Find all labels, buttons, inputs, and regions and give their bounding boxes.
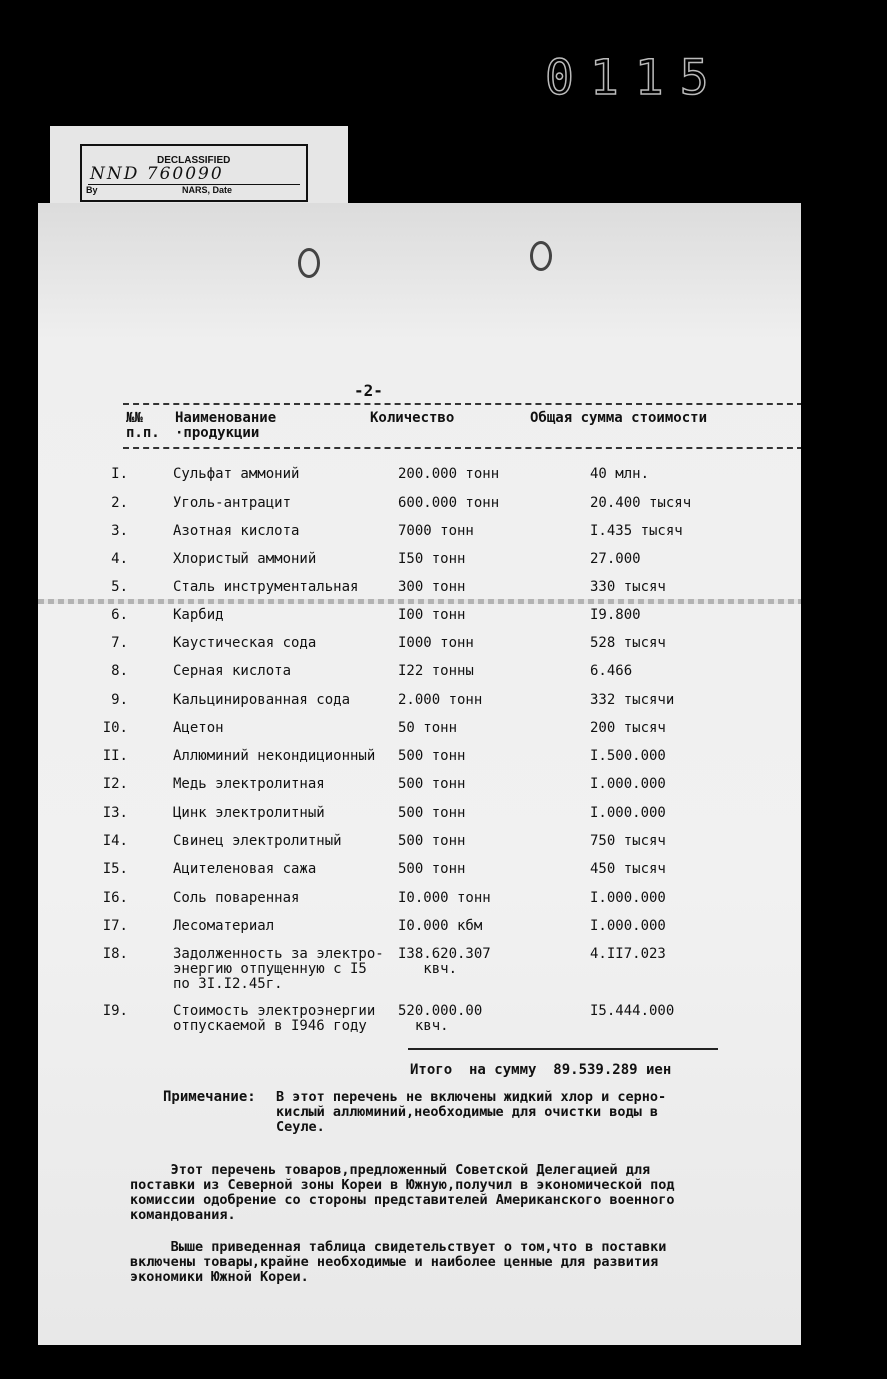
row-number: 8. (111, 663, 128, 679)
row-product-name: Ацетон (173, 720, 224, 736)
row-quantity: 600.000 тонн (398, 495, 500, 511)
row-product-name: Свинец электролитный (173, 833, 342, 849)
row-number: 9. (111, 692, 128, 708)
row-product-name: Стоимость электроэнергии отпускаемой в I946 году (173, 1003, 376, 1034)
row-number: 3. (111, 523, 128, 539)
header-sum: Общая сумма стоимости (530, 410, 708, 426)
row-total-cost: I.500.000 (590, 748, 666, 764)
row-number: 5. (111, 579, 128, 595)
table-top-rule (123, 403, 801, 405)
row-quantity: 500 тонн (398, 833, 466, 849)
row-quantity: I38.620.307 квч. (398, 946, 491, 977)
row-number: I4. (102, 833, 128, 849)
header-name: Наименование ·продукции (175, 410, 277, 441)
row-number: I3. (102, 805, 128, 821)
declassification-box (80, 144, 308, 202)
row-quantity: 2.000 тонн (398, 692, 483, 708)
row-quantity: 200.000 тонн (398, 466, 500, 482)
row-total-cost: 450 тысяч (590, 861, 666, 877)
row-product-name: Карбид (173, 607, 224, 623)
row-total-cost: I.000.000 (590, 805, 666, 821)
declass-title: DECLASSIFIED (157, 155, 231, 166)
row-number: I. (111, 466, 128, 482)
row-product-name: Задолженность за электро- энергию отпущенную с I5 по 3I.I2.45г. (173, 946, 384, 992)
row-number: I6. (102, 890, 128, 906)
row-quantity: I50 тонн (398, 551, 466, 567)
header-num: №№ п.п. (126, 410, 160, 441)
row-number: I5. (102, 861, 128, 877)
row-product-name: Сталь инструментальная (173, 579, 359, 595)
row-product-name: Каустическая сода (173, 635, 317, 651)
row-number: I7. (102, 918, 128, 934)
row-total-cost: I.000.000 (590, 776, 666, 792)
row-quantity: 500 тонн (398, 861, 466, 877)
row-number: I2. (102, 776, 128, 792)
row-total-cost: 20.400 тысяч (590, 495, 692, 511)
row-number: 4. (111, 551, 128, 567)
row-product-name: Медь электролитная (173, 776, 325, 792)
row-product-name: Сульфат аммоний (173, 466, 300, 482)
declass-by-label: By (86, 185, 98, 195)
row-total-cost: 332 тысячи (590, 692, 675, 708)
row-quantity: I00 тонн (398, 607, 466, 623)
row-number: I8. (102, 946, 128, 962)
row-product-name: Азотная кислота (173, 523, 300, 539)
row-product-name: Лесоматериал (173, 918, 275, 934)
document-page (38, 203, 801, 1345)
row-total-cost: I.000.000 (590, 918, 666, 934)
row-total-cost: 6.466 (590, 663, 633, 679)
row-total-cost: 4.II7.023 (590, 946, 666, 962)
row-number: 6. (111, 607, 128, 623)
declassification-stamp (50, 126, 348, 206)
row-product-name: Аллюминий некондиционный (173, 748, 376, 764)
row-number: II. (102, 748, 128, 764)
declass-nars-label: NARS, Date (182, 185, 233, 195)
row-quantity: 7000 тонн (398, 523, 474, 539)
row-quantity: 500 тонн (398, 776, 466, 792)
row-quantity: 50 тонн (398, 720, 458, 736)
punch-hole-left (298, 248, 320, 278)
row-total-cost: 200 тысяч (590, 720, 666, 736)
row-total-cost: 750 тысяч (590, 833, 666, 849)
row-number: 7. (111, 635, 128, 651)
row-number: I0. (102, 720, 128, 736)
note-label: Примечание: (163, 1089, 256, 1105)
row-quantity: 520.000.00 квч. (398, 1003, 483, 1034)
punch-hole-right (530, 241, 552, 271)
row-total-cost: I9.800 (590, 607, 641, 623)
table-header-rule (123, 447, 801, 449)
row-product-name: Ацителеновая сажа (173, 861, 317, 877)
row-number: I9. (102, 1003, 128, 1019)
archive-stamp-number: 0115 (545, 50, 725, 106)
declass-authority: NND 760090 (90, 164, 224, 184)
row-product-name: Хлористый аммоний (173, 551, 317, 567)
row-total-cost: 27.000 (590, 551, 641, 567)
row-total-cost: 330 тысяч (590, 579, 666, 595)
paragraph-conclusion: Выше приведенная таблица свидетельствует о том,что в поставки включены товары,крайне необходимые и наиболее ценные для развития экономики Южной Кореи. (130, 1239, 667, 1285)
row-quantity: 500 тонн (398, 748, 466, 764)
row-number: 2. (111, 495, 128, 511)
row-product-name: Уголь-антрацит (173, 495, 292, 511)
row-product-name: Цинк электролитный (173, 805, 325, 821)
paragraph-approval: Этот перечень товаров,предложенный Советской Делегацией для поставки из Северной зоны Кореи в Южную,получил в экономической под комиссии одобрение со стороны представителей Американского военного командования. (130, 1162, 675, 1223)
row-quantity: I000 тонн (398, 635, 474, 651)
row-total-cost: 40 млн. (590, 466, 650, 482)
note-text: В этот перечень не включены жидкий хлор и серно- кислый аллюминий,необходимые для очистки воды в Сеуле. (276, 1089, 667, 1135)
row-total-cost: I.000.000 (590, 890, 666, 906)
row-product-name: Кальцинированная сода (173, 692, 351, 708)
row-total-cost: 528 тысяч (590, 635, 666, 651)
row-total-cost: I.435 тысяч (590, 523, 683, 539)
row-product-name: Серная кислота (173, 663, 292, 679)
paper-fold (38, 599, 801, 604)
row-total-cost: I5.444.000 (590, 1003, 675, 1019)
header-qty: Количество (370, 410, 455, 426)
total-line: Итого на сумму 89.539.289 иен (410, 1062, 672, 1078)
page-number: -2- (354, 381, 383, 400)
row-quantity: 300 тонн (398, 579, 466, 595)
row-quantity: I22 тонны (398, 663, 474, 679)
total-separator (408, 1048, 718, 1050)
row-quantity: I0.000 кбм (398, 918, 483, 934)
row-quantity: 500 тонн (398, 805, 466, 821)
row-product-name: Соль поваренная (173, 890, 300, 906)
row-quantity: I0.000 тонн (398, 890, 491, 906)
